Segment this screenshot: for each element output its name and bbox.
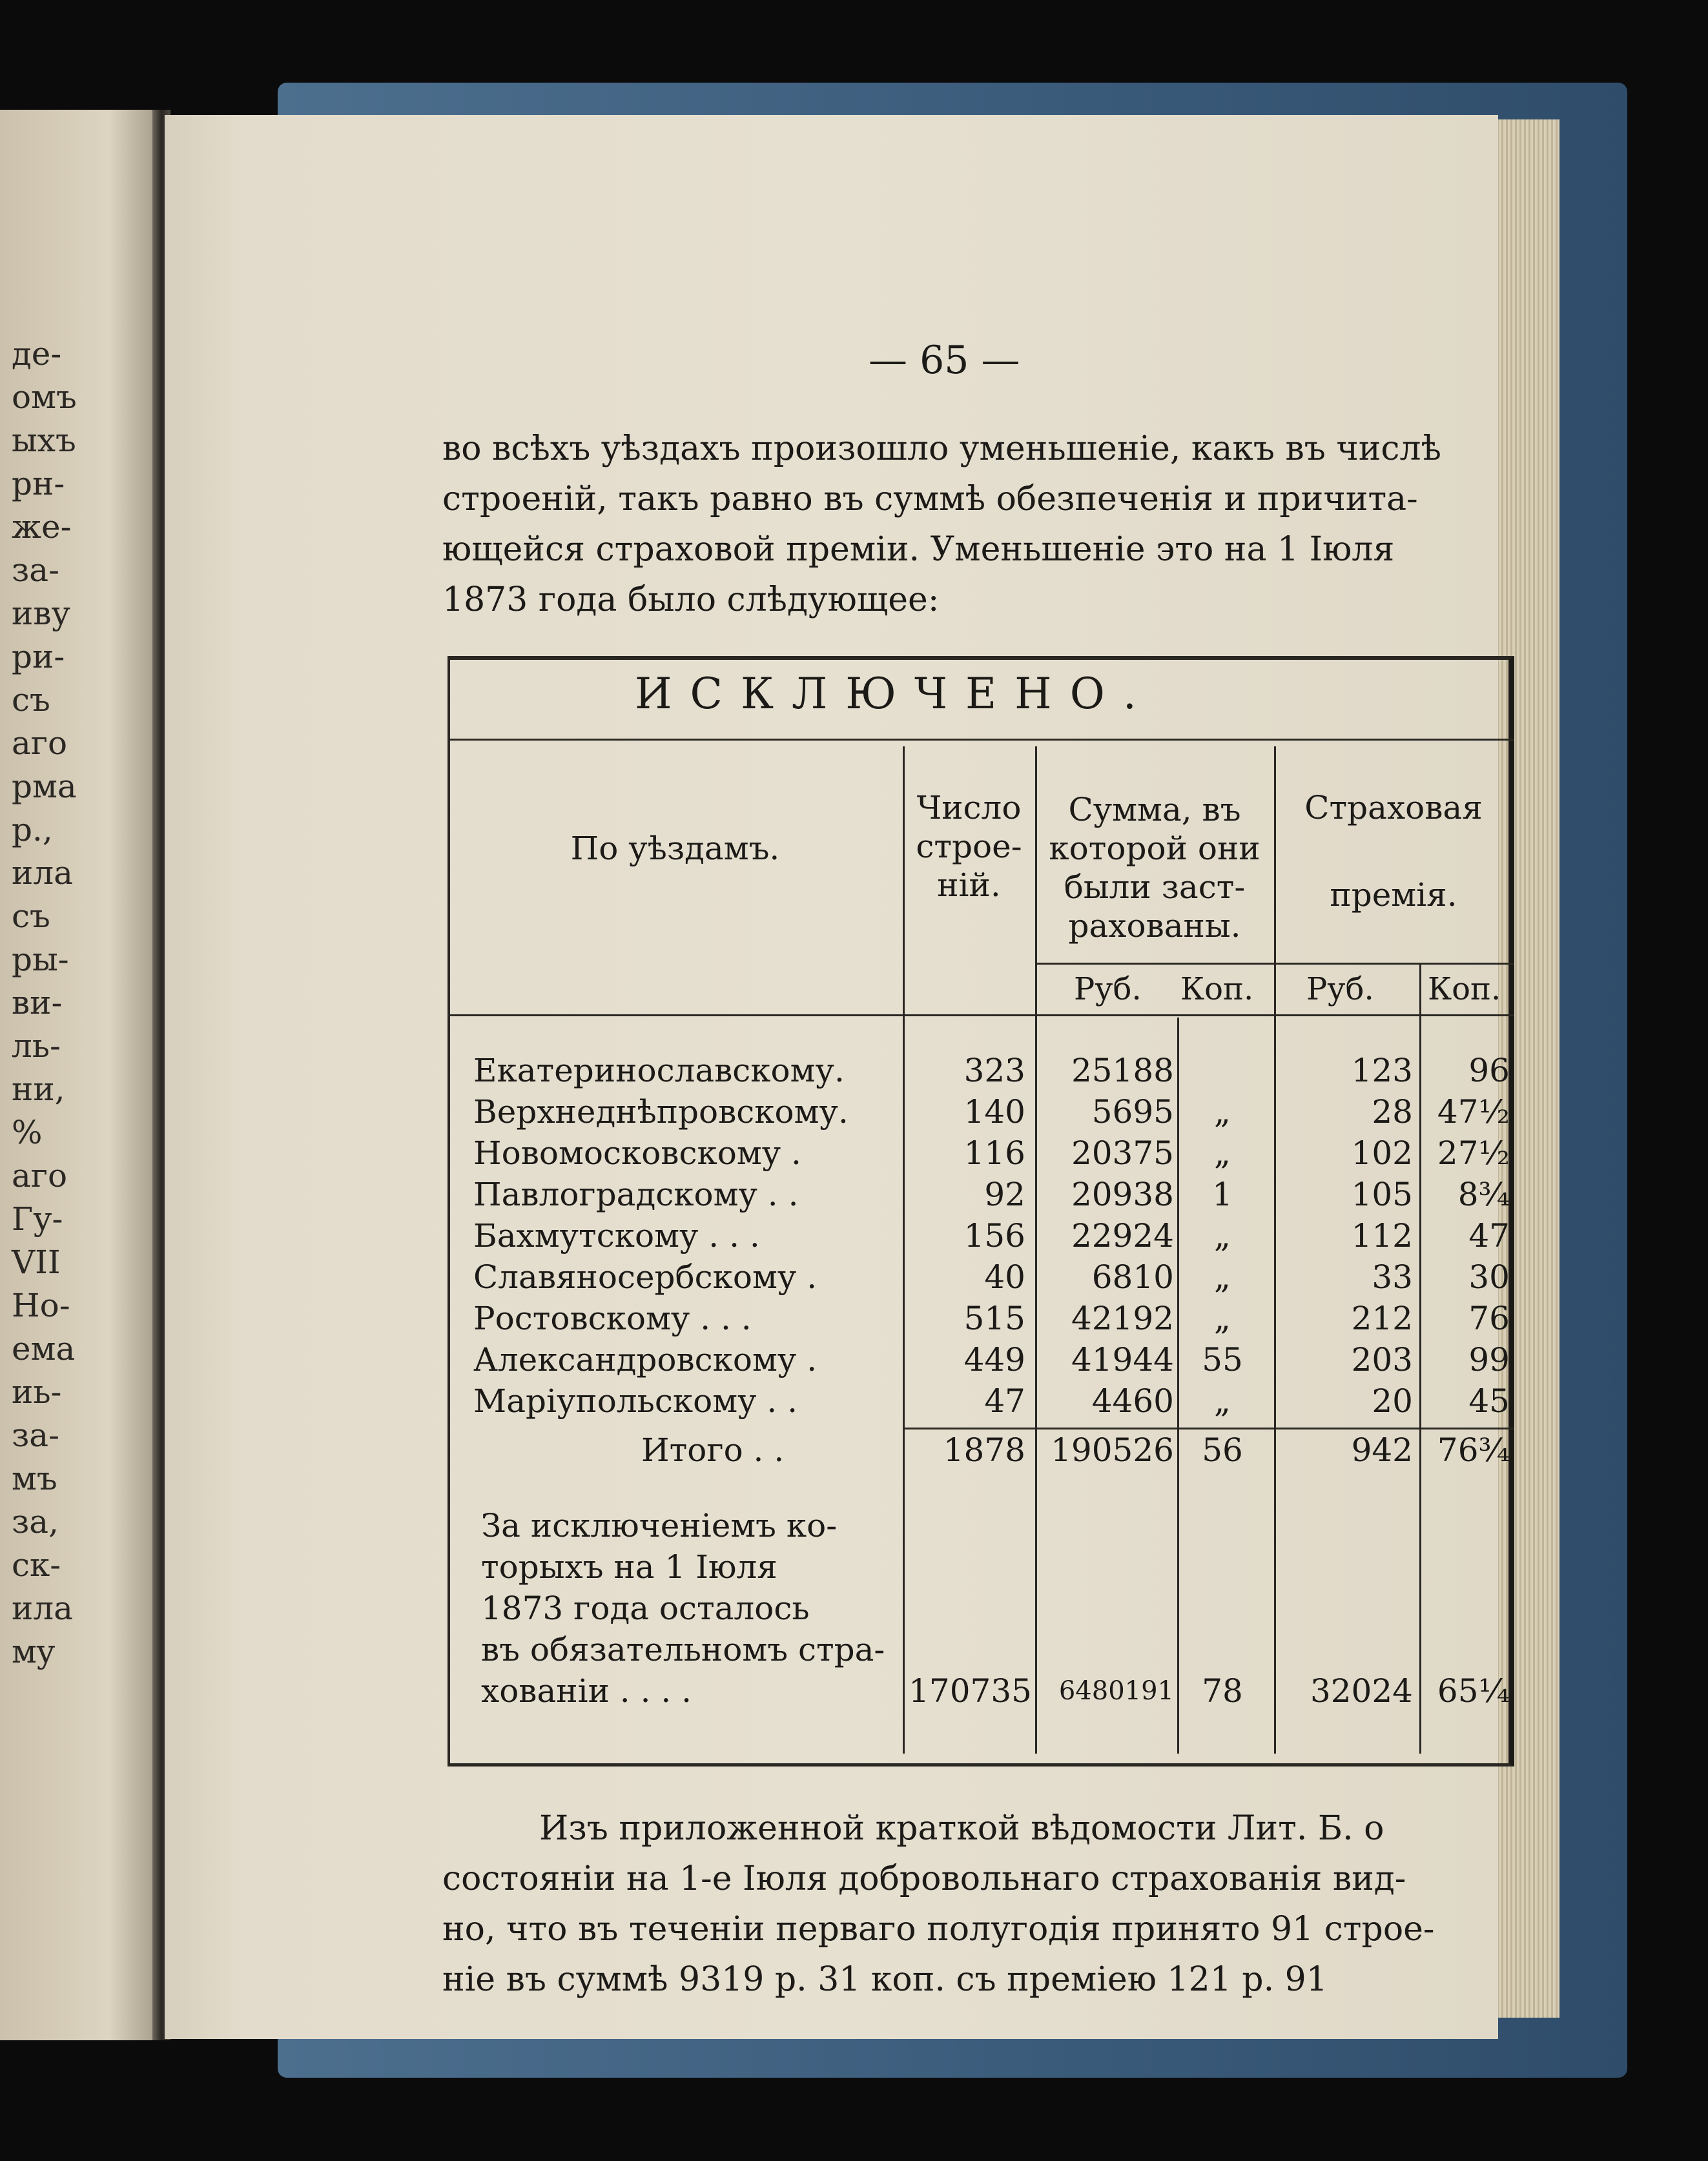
- fragment-line: за-: [12, 551, 59, 589]
- total-sum-rub: 190526: [1051, 1431, 1174, 1469]
- rule: [448, 1014, 1514, 1016]
- closing-paragraph: [442, 1803, 1527, 2005]
- unit-kop: Коп.: [1428, 971, 1501, 1007]
- cell-count: 515: [963, 1300, 1025, 1337]
- rule: [448, 739, 1514, 741]
- intro-line: ющейся страховой преміи. Уменьшеніе это на 1 Іюля: [442, 530, 1395, 569]
- closing-line: состояніи на 1-е Іюля добровольнаго страхованія вид-: [442, 1859, 1406, 1898]
- cell-sum-kop: „: [1214, 1382, 1231, 1420]
- page-number: — 65 —: [869, 338, 1020, 383]
- cell-district: Павлоградскому . .: [473, 1176, 799, 1213]
- cell-district: Славяносербскому .: [473, 1258, 818, 1296]
- table-title: ИСКЛЮЧЕНО.: [635, 669, 1155, 719]
- cell-sum-rub: 6810: [1091, 1258, 1174, 1296]
- cell-sum-kop: „: [1214, 1134, 1231, 1172]
- cell-count: 40: [984, 1258, 1025, 1296]
- cell-district: Новомосковскому .: [473, 1134, 801, 1172]
- cell-prem-kop: 76: [1468, 1300, 1510, 1337]
- fragment-line: де-: [12, 335, 62, 373]
- remaining-count: 170735: [909, 1672, 1032, 1710]
- fragment-line: съ: [12, 897, 50, 935]
- fragment-line: ль-: [12, 1027, 61, 1065]
- cell-district: Маріупольскому . .: [473, 1382, 798, 1420]
- fragment-line: аго: [12, 724, 68, 762]
- fragment-line: съ: [12, 681, 50, 719]
- cell-district: Ростовскому . . .: [473, 1300, 752, 1337]
- remaining-label: За исключеніемъ ко- торыхъ на 1 Іюля 1873 года осталось въ обязательномъ стра- хованіи . . . .: [481, 1507, 885, 1710]
- cell-sum-rub: 5695: [1091, 1093, 1174, 1131]
- cell-sum-kop: „: [1214, 1258, 1231, 1296]
- cell-count: 140: [963, 1093, 1025, 1131]
- fragment-line: за,: [12, 1503, 59, 1541]
- cell-prem-rub: 28: [1372, 1093, 1413, 1131]
- closing-line: ніе въ суммѣ 9319 р. 31 коп. съ преміею 121 р. 91: [442, 1960, 1328, 1999]
- fragment-line: VII: [12, 1244, 61, 1281]
- intro-paragraph: [442, 424, 1508, 625]
- cell-sum-kop: „: [1214, 1217, 1231, 1255]
- cell-prem-rub: 112: [1351, 1217, 1413, 1255]
- cell-prem-kop: 8¾: [1457, 1176, 1510, 1213]
- left-page: [0, 110, 155, 2040]
- remaining-sum-rub: 6480191: [1058, 1676, 1174, 1706]
- total-label: Итого . .: [641, 1431, 785, 1469]
- fragment-line: ри-: [12, 638, 65, 675]
- intro-line: 1873 года было слѣдующее:: [442, 580, 940, 619]
- cell-prem-rub: 20: [1372, 1382, 1413, 1420]
- fragment-line: иь-: [12, 1373, 62, 1411]
- remaining-prem-rub: 32024: [1310, 1672, 1413, 1710]
- fragment-line: ыхъ: [12, 422, 76, 459]
- cell-sum-kop: 55: [1202, 1341, 1243, 1378]
- fragment-line: ск-: [12, 1546, 61, 1584]
- cell-prem-kop: 27½: [1437, 1134, 1510, 1172]
- fragment-line: ни,: [12, 1070, 65, 1108]
- cell-count: 92: [984, 1176, 1025, 1213]
- fragment-line: рма: [12, 768, 77, 805]
- cell-prem-rub: 105: [1351, 1176, 1413, 1213]
- cell-prem-rub: 102: [1351, 1134, 1413, 1172]
- fragment-line: иву: [12, 595, 70, 632]
- cell-sum-rub: 42192: [1071, 1300, 1174, 1337]
- total-prem-kop: 76¾: [1437, 1431, 1510, 1469]
- total-sum-kop: 56: [1202, 1431, 1243, 1469]
- header-district: По уѣздамъ.: [570, 830, 780, 867]
- fragment-line: Но-: [12, 1287, 70, 1324]
- cell-count: 156: [963, 1217, 1025, 1255]
- cell-sum-rub: 41944: [1071, 1341, 1174, 1378]
- header-count: Число строе- ній.: [916, 789, 1022, 904]
- cell-count: 323: [963, 1052, 1025, 1089]
- total-prem-rub: 942: [1351, 1431, 1413, 1469]
- intro-line: во всѣхъ уѣздахъ произошло уменьшеніе, какъ въ числѣ: [442, 429, 1441, 468]
- cell-district: Александровскому .: [473, 1341, 818, 1378]
- remaining-prem-kop: 65¼: [1437, 1672, 1510, 1710]
- cell-count: 449: [963, 1341, 1025, 1378]
- excluded-table: [448, 656, 1514, 1767]
- fragment-line: ила: [12, 1590, 73, 1627]
- left-page-fragments: [12, 333, 77, 1674]
- cell-prem-kop: 47: [1468, 1217, 1510, 1255]
- cell-sum-kop: „: [1214, 1300, 1231, 1337]
- remaining-sum-kop: 78: [1202, 1672, 1243, 1710]
- cell-prem-kop: 96: [1468, 1052, 1510, 1089]
- cell-prem-rub: 203: [1351, 1341, 1413, 1378]
- fragment-line: %: [12, 1114, 43, 1151]
- cell-sum-rub: 22924: [1071, 1217, 1174, 1255]
- unit-kop: Коп.: [1180, 971, 1254, 1007]
- cell-sum-rub: 20375: [1071, 1134, 1174, 1172]
- fragment-line: р.,: [12, 811, 53, 848]
- cell-prem-kop: 45: [1468, 1382, 1510, 1420]
- cell-count: 116: [963, 1134, 1025, 1172]
- cell-prem-rub: 212: [1351, 1300, 1413, 1337]
- cell-prem-kop: 99: [1468, 1341, 1510, 1378]
- header-premium-bottom: премія.: [1330, 876, 1457, 914]
- unit-rub: Руб.: [1074, 971, 1142, 1007]
- cell-count: 47: [984, 1382, 1025, 1420]
- fragment-line: мy: [12, 1633, 56, 1670]
- cell-prem-rub: 123: [1351, 1052, 1413, 1089]
- fragment-line: аго: [12, 1157, 68, 1194]
- fragment-line: же-: [12, 508, 72, 546]
- cell-sum-kop: 1: [1212, 1176, 1233, 1213]
- fragment-line: Гу-: [12, 1200, 63, 1238]
- cell-district: Бахмутскому . . .: [473, 1217, 760, 1255]
- intro-line: строеній, такъ равно въ суммѣ обезпеченія и причита-: [442, 480, 1418, 518]
- fragment-line: ви-: [12, 984, 63, 1021]
- header-sum: Сумма, въ которой они были заст- рахованы.: [1049, 791, 1260, 945]
- cell-prem-kop: 47½: [1437, 1093, 1510, 1131]
- cell-sum-rub: 25188: [1071, 1052, 1174, 1089]
- cell-prem-rub: 33: [1372, 1258, 1413, 1296]
- closing-line: но, что въ теченіи перваго полугодія принято 91 строе-: [442, 1910, 1435, 1949]
- cell-sum-rub: 20938: [1071, 1176, 1174, 1213]
- fragment-line: рн-: [12, 465, 65, 502]
- fragment-line: за-: [12, 1417, 59, 1454]
- unit-rub: Руб.: [1306, 971, 1374, 1007]
- cell-sum-rub: 4460: [1091, 1382, 1174, 1420]
- fragment-line: омъ: [12, 378, 77, 416]
- fragment-line: ры-: [12, 941, 69, 978]
- total-count: 1878: [943, 1431, 1025, 1469]
- closing-line: Изъ приложенной краткой вѣдомости Лит. Б. о: [539, 1809, 1384, 1848]
- right-page: [165, 115, 1510, 2039]
- header-premium-top: Страховая: [1304, 789, 1483, 826]
- fragment-line: ема: [12, 1330, 76, 1367]
- cell-prem-kop: 30: [1468, 1258, 1510, 1296]
- cell-district: Верхнеднѣпровскому.: [473, 1093, 849, 1131]
- cell-district: Екатеринославскому.: [473, 1052, 845, 1089]
- cell-sum-kop: „: [1214, 1093, 1231, 1131]
- fragment-line: мъ: [12, 1460, 57, 1497]
- fragment-line: ила: [12, 854, 73, 892]
